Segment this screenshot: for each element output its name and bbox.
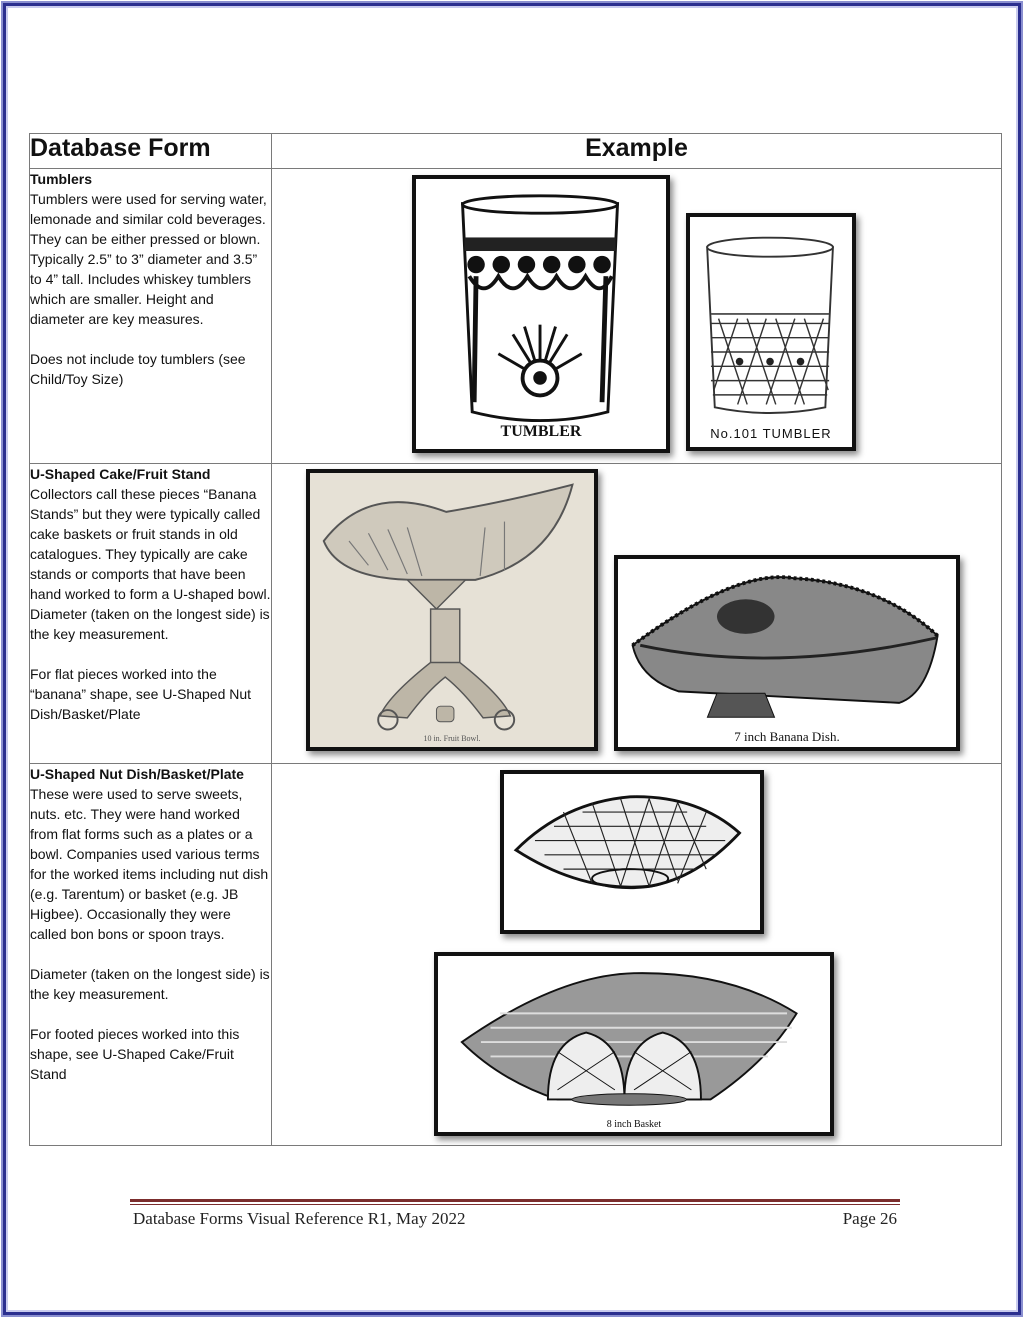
form-paragraph: Collectors call these pieces “Banana Stands” but they were typically called cake baskets or fruit stands in old catalogues. They typically are cake stands or comports that have been hand worked to form a U-shaped bowl. Diameter (taken on the longest side) is the key measurement. [30,486,271,642]
example-image [434,952,834,1136]
example-cell [272,169,1002,464]
table-header-row [30,134,1002,169]
fruit-stand-photo-icon [310,473,594,747]
form-title: Tumblers [30,171,92,187]
banana-dish-drawing-icon [618,559,956,747]
footer-rule [130,1199,900,1202]
form-paragraph: Tumblers were used for serving water, lemonade and similar cold beverages. They can be either pressed or blown. Typically 2.5” to 3” diameter and 3.5” to 4” tall. Includes whiskey tumblers which are smaller. Height and diameter are key measures. [30,191,267,327]
basket-drawing-icon [438,956,830,1132]
table-row [30,464,1002,764]
table-row [30,169,1002,464]
image-caption: 10 in. Fruit Bowl. [423,734,481,743]
example-image [500,770,764,934]
form-title: U-Shaped Nut Dish/Basket/Plate [30,766,244,782]
form-paragraph: For footed pieces worked into this shape, see U-Shaped Cake/Fruit Stand [30,1026,240,1082]
header-example: Example [272,134,1002,169]
form-title: U-Shaped Cake/Fruit Stand [30,466,211,482]
image-caption: 8 inch Basket [606,1119,662,1130]
footer-page-number: Page 26 [842,1209,897,1228]
image-caption: No.101 TUMBLER [710,426,832,441]
example-image [306,469,598,751]
footer-document-title: Database Forms Visual Reference R1, May 2022 [133,1209,466,1228]
image-caption: 7 inch Banana Dish. [734,729,840,744]
example-image [412,175,670,453]
tumbler-drawing-icon [416,179,666,449]
form-description [30,169,272,464]
image-caption: TUMBLER [500,423,582,440]
form-description [30,764,272,1146]
example-cell [272,464,1002,764]
form-description [30,464,272,764]
example-image [614,555,960,751]
table-row [30,764,1002,1146]
tumbler-drawing-icon [690,217,852,447]
form-paragraph: Does not include toy tumblers (see Child/Toy Size) [30,351,246,387]
nut-dish-drawing-icon [504,774,760,930]
example-cell [272,764,1002,1146]
form-paragraph: Diameter (taken on the longest side) is the key measurement. [30,966,270,1002]
form-paragraph: For flat pieces worked into the “banana” shape, see U-Shaped Nut Dish/Basket/Plate [30,666,252,722]
header-database-form: Database Form [30,134,272,169]
forms-table [29,133,1002,1146]
example-image [686,213,856,451]
footer-rule-thin [130,1204,900,1205]
form-paragraph: These were used to serve sweets, nuts. etc. They were hand worked from flat forms such as a plates or a bowl. Companies used various terms for the worked items including nut dish (e.g. Tarentum) or basket (e.g. JB Higbee). Occasionally they were called bon bons or spoon trays. [30,786,269,942]
